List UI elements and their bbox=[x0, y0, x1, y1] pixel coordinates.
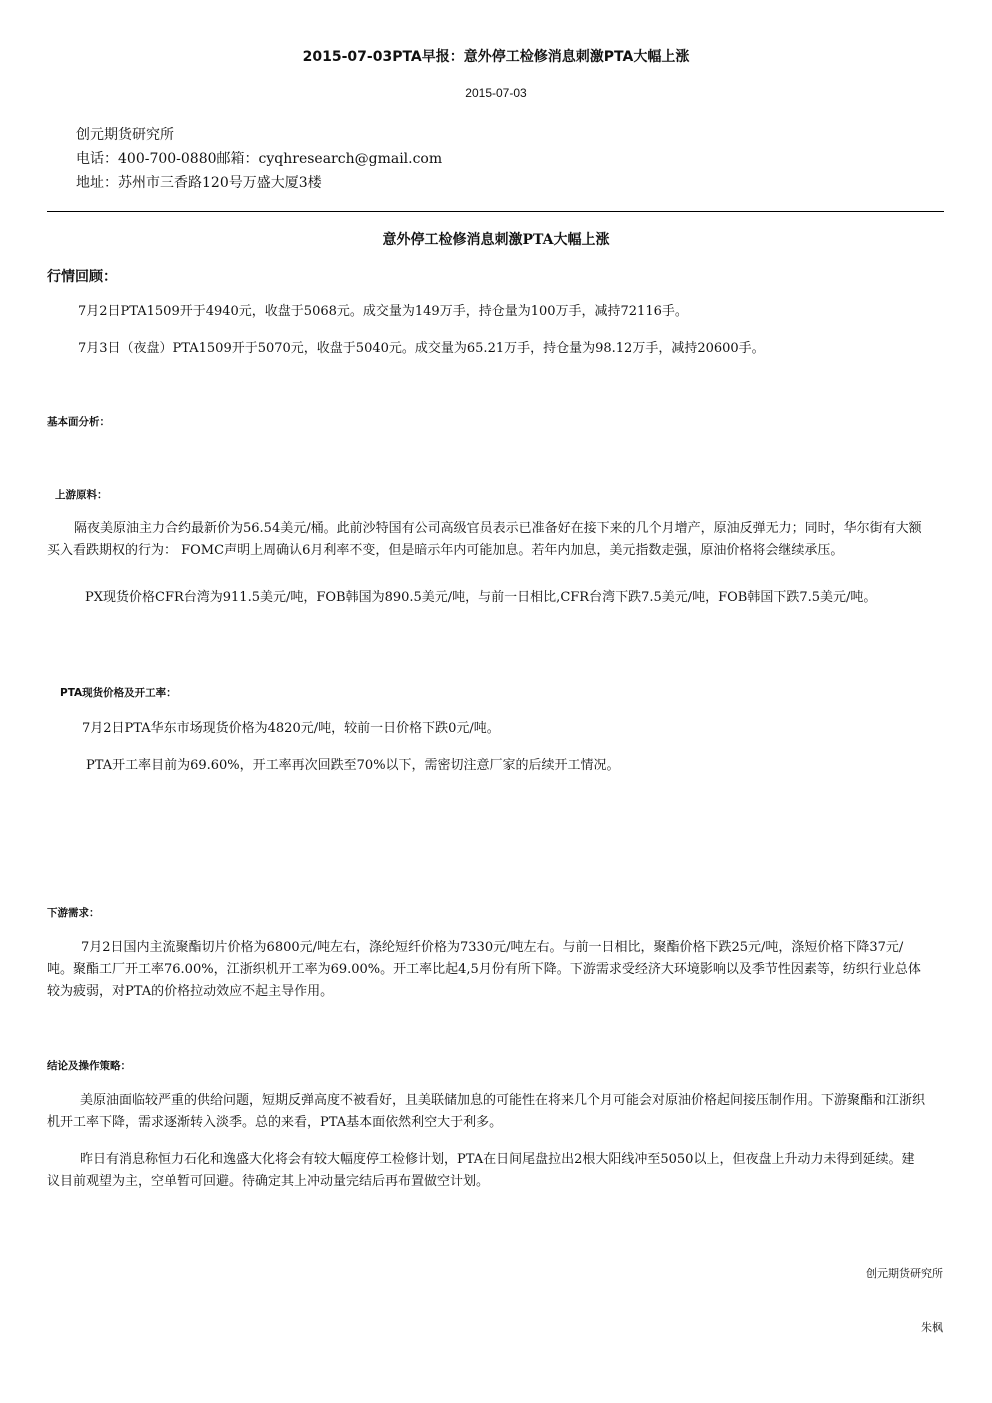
fundamentals-heading: 基本面分析： bbox=[47, 416, 110, 428]
downstream-heading: 下游需求： bbox=[47, 907, 100, 919]
conclusion-heading: 结论及操作策略： bbox=[47, 1060, 131, 1072]
upstream-heading: 上游原料： bbox=[55, 489, 108, 501]
market-review-paragraph-2: 7月3日（夜盘）PTA1509开于5070元，收盘于5040元。成交量为65.21万手，持仓量为98.12万手，减持20600手。 bbox=[78, 341, 765, 356]
signature-org: 创元期货研究所 bbox=[866, 1267, 943, 1280]
org-name: 创元期货研究所 bbox=[76, 127, 174, 143]
org-address: 地址：苏州市三香路120号万盛大厦3楼 bbox=[76, 175, 322, 191]
pta-spot-paragraph-2: PTA开工率目前为69.60%，开工率再次回跌至70%以下，需密切注意厂家的后续开工情况。 bbox=[86, 758, 620, 773]
conclusion-paragraph-2: 昨日有消息称恒力石化和逸盛大化将会有较大幅度停工检修计划，PTA在日间尾盘拉出2根大阳线冲至5050以上，但夜盘上升动力未得到延续。建议目前观望为主，空单暂可回避。待确定其上冲动量完结后再布置做空计划。 bbox=[47, 1152, 915, 1189]
market-review-paragraph-1: 7月2日PTA1509开于4940元，收盘于5068元。成交量为149万手，持仓量为100万手，减持72116手。 bbox=[78, 304, 688, 319]
market-review-heading: 行情回顾： bbox=[47, 269, 117, 285]
section-title: 意外停工检修消息刺激PTA大幅上涨 bbox=[382, 232, 610, 248]
header-divider bbox=[47, 211, 944, 212]
document-title: 2015-07-03PTA早报：意外停工检修消息刺激PTA大幅上涨 bbox=[302, 49, 690, 65]
upstream-paragraph-1: 隔夜美原油主力合约最新价为56.54美元/桶。此前沙特国有公司高级官员表示已准备好在接下来的几个月增产，原油反弹无力；同时，华尔街有大额买入看跌期权的行为： FOMC声明上周确认6月利率不变，但是暗示年内可能加息。若年内加息，美元指数走强，原油价格将会继续承压。 bbox=[47, 521, 922, 558]
signature-author: 朱枫 bbox=[921, 1321, 943, 1334]
conclusion-paragraph-1: 美原油面临较严重的供给问题，短期反弹高度不被看好，且美联储加息的可能性在将来几个月可能会对原油价格起间接压制作用。下游聚酯和江浙织机开工率下降，需求逐渐转入淡季。总的来看，PTA基本面依然利空大于利多。 bbox=[47, 1093, 926, 1130]
org-info-block bbox=[76, 123, 442, 195]
org-phone-email: 电话：400-700-0880邮箱：cyqhresearch@gmail.com bbox=[76, 151, 443, 167]
downstream-paragraph-1: 7月2日国内主流聚酯切片价格为6800元/吨左右，涤纶短纤价格为7330元/吨左右。与前一日相比，聚酯价格下跌25元/吨，涤短价格下降37元/吨。聚酯工厂开工率76.00%，江浙织机开工率为69.00%。开工率比起4,5月份有所下降。下游需求受经济大环境影响以及季节性因素等，纺织行业总体较为疲弱，对PTA的价格拉动效应不起主导作用。 bbox=[47, 940, 921, 999]
pta-spot-heading: PTA现货价格及开工率： bbox=[60, 687, 177, 699]
document-date: 2015-07-03 bbox=[465, 86, 527, 100]
upstream-paragraph-2: PX现货价格CFR台湾为911.5美元/吨，FOB韩国为890.5美元/吨，与前一日相比,CFR台湾下跌7.5美元/吨，FOB韩国下跌7.5美元/吨。 bbox=[85, 590, 877, 605]
pta-spot-paragraph-1: 7月2日PTA华东市场现货价格为4820元/吨，较前一日价格下跌0元/吨。 bbox=[82, 721, 500, 736]
